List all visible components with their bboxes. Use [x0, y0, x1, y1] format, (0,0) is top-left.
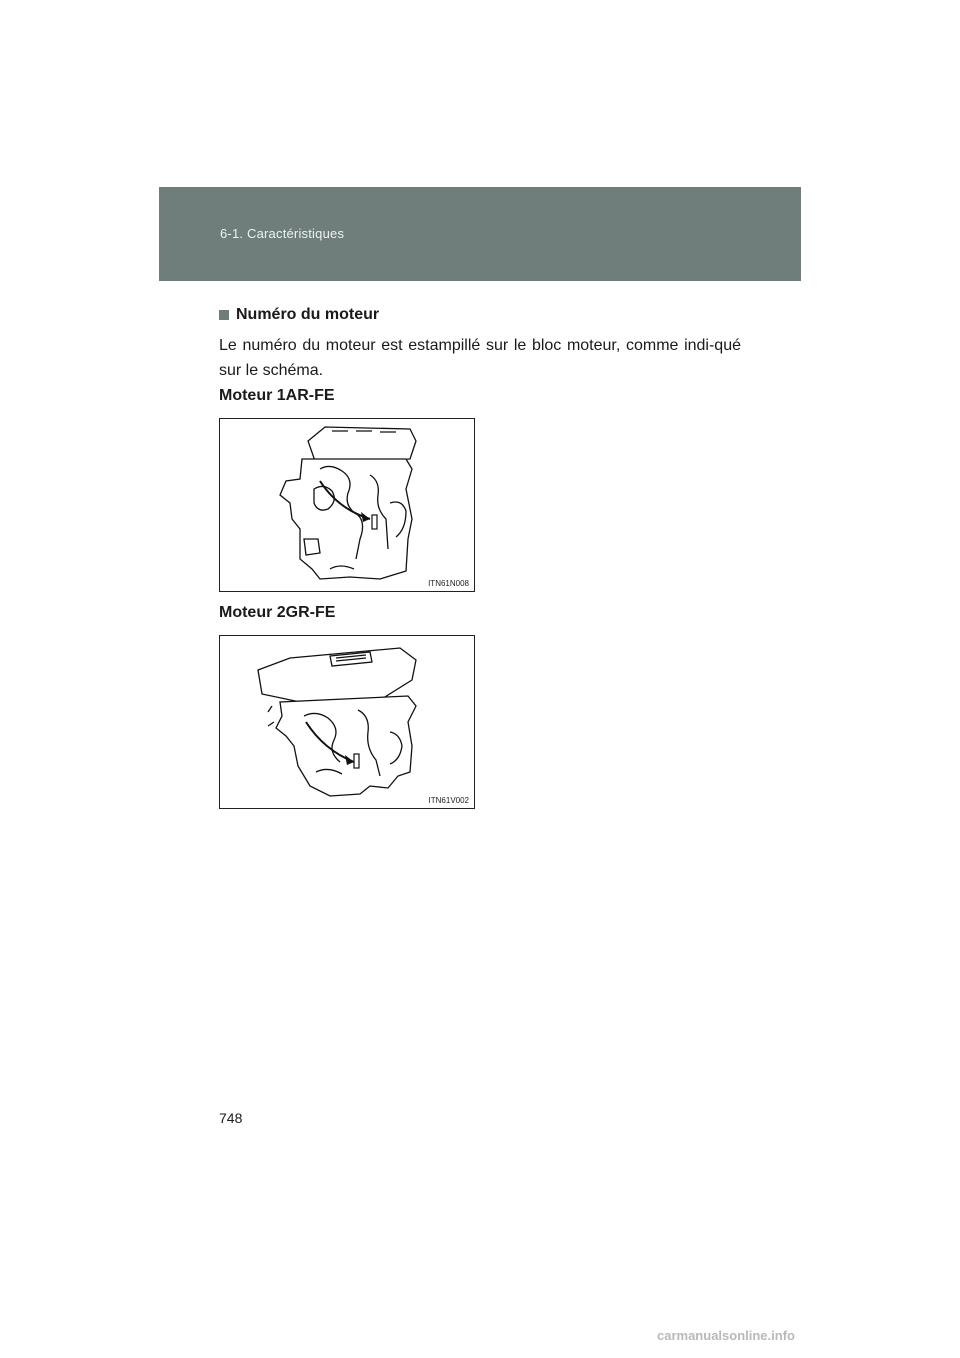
figure-caption-2gr-fe: Moteur 2GR-FE — [219, 604, 336, 621]
figure-engine-2gr-fe — [219, 635, 475, 809]
body-paragraph: Le numéro du moteur est estampillé sur le bloc moteur, comme indi-qué sur le schéma. — [219, 337, 741, 379]
figure-code: ITN61N008 — [428, 579, 469, 588]
figure-code: ITN61V002 — [428, 796, 469, 805]
figure-caption-1ar-fe: Moteur 1AR-FE — [219, 387, 335, 404]
engine-illustration-1ar-fe — [220, 419, 475, 592]
square-bullet-icon — [219, 310, 229, 320]
section-heading — [219, 306, 379, 324]
watermark: carmanualsonline.info — [657, 1328, 795, 1343]
engine-illustration-2gr-fe — [220, 636, 475, 809]
section-heading-text: Numéro du moteur — [236, 306, 380, 323]
figure-engine-1ar-fe — [219, 418, 475, 592]
page-number: 748 — [219, 1110, 243, 1126]
section-title: 6-1. Caractéristiques — [220, 226, 345, 241]
